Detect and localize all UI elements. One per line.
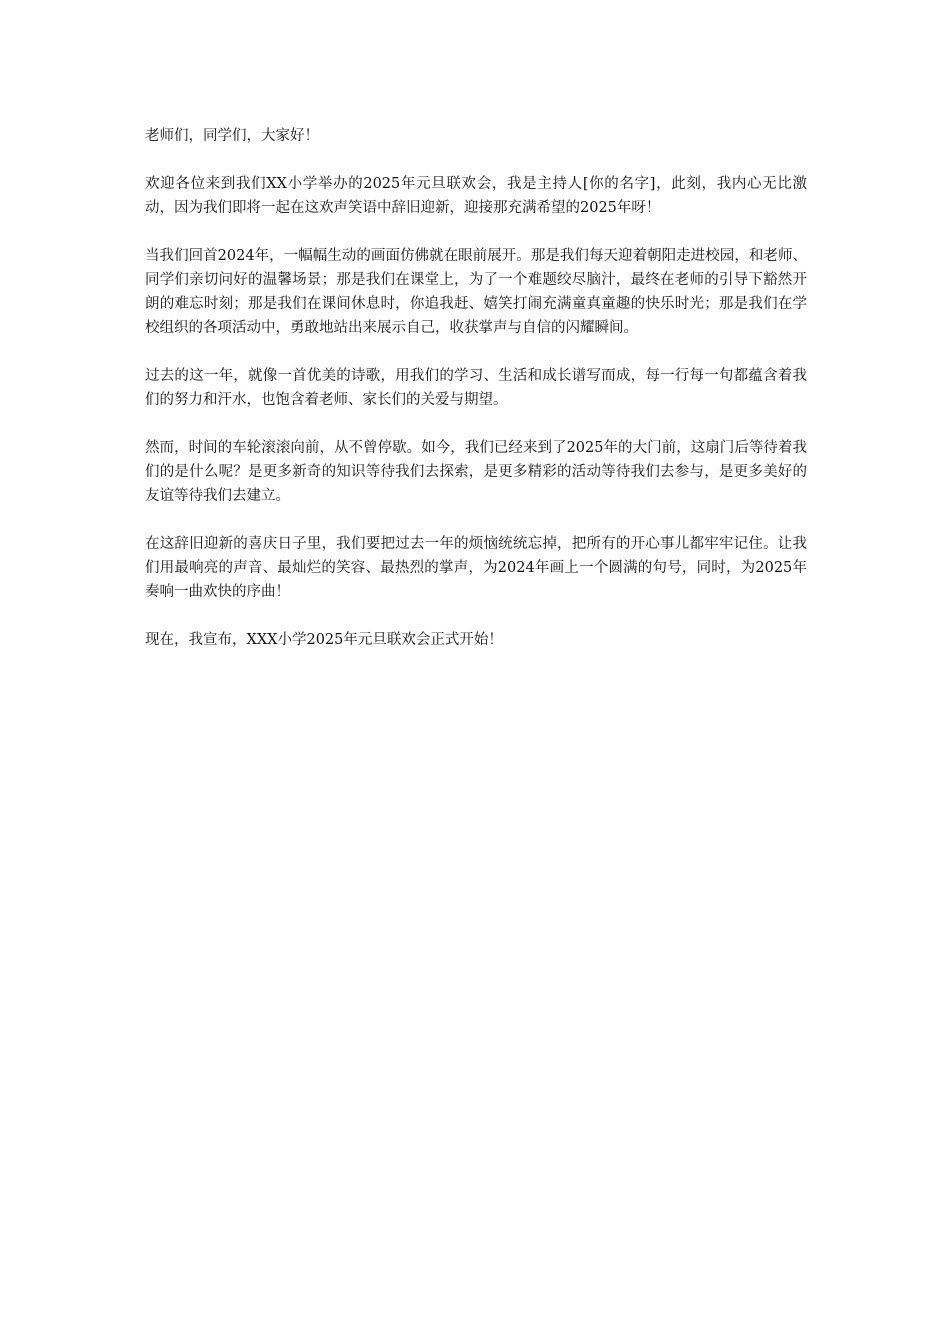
- document-body: [145, 124, 807, 676]
- paragraph-greeting: 老师们，同学们，大家好！: [145, 128, 319, 144]
- paragraph-celebration: 在这辞旧迎新的喜庆日子里，我们要把过去一年的烦恼统统忘掉，把所有的开心事儿都牢牢记住。让我们用最响亮的声音、最灿烂的笑容、最热烈的掌声，为2024年画上一个圆满的句号，同时，为2025年奏响一曲欢快的序曲！: [145, 536, 807, 600]
- paragraph-announcement: 现在，我宣布，XXX小学2025年元旦联欢会正式开始！: [145, 632, 503, 648]
- paragraph-welcome: 欢迎各位来到我们XX小学举办的2025年元旦联欢会，我是主持人[你的名字]，此刻，我内心无比激动，因为我们即将一起在这欢声笑语中辞旧迎新，迎接那充满希望的2025年呀！: [145, 176, 807, 216]
- paragraph-past-year: 过去的这一年，就像一首优美的诗歌，用我们的学习、生活和成长谱写而成，每一行每一句都蕴含着我们的努力和汗水，也饱含着老师、家长们的关爱与期望。: [145, 368, 807, 408]
- paragraph-future: 然而，时间的车轮滚滚向前，从不曾停歇。如今，我们已经来到了2025年的大门前，这扇门后等待着我们的是什么呢？是更多新奇的知识等待我们去探索，是更多精彩的活动等待我们去参与，是更多美好的友谊等待我们去建立。: [145, 440, 807, 504]
- paragraph-review-2024: 当我们回首2024年，一幅幅生动的画面仿佛就在眼前展开。那是我们每天迎着朝阳走进校园，和老师、同学们亲切问好的温馨场景；那是我们在课堂上，为了一个难题绞尽脑汁，最终在老师的引导下豁然开朗的难忘时刻；那是我们在课间休息时，你追我赶、嬉笑打闹充满童真童趣的快乐时光；那是我们在学校组织的各项活动中，勇敢地站出来展示自己，收获掌声与自信的闪耀瞬间。: [145, 248, 807, 336]
